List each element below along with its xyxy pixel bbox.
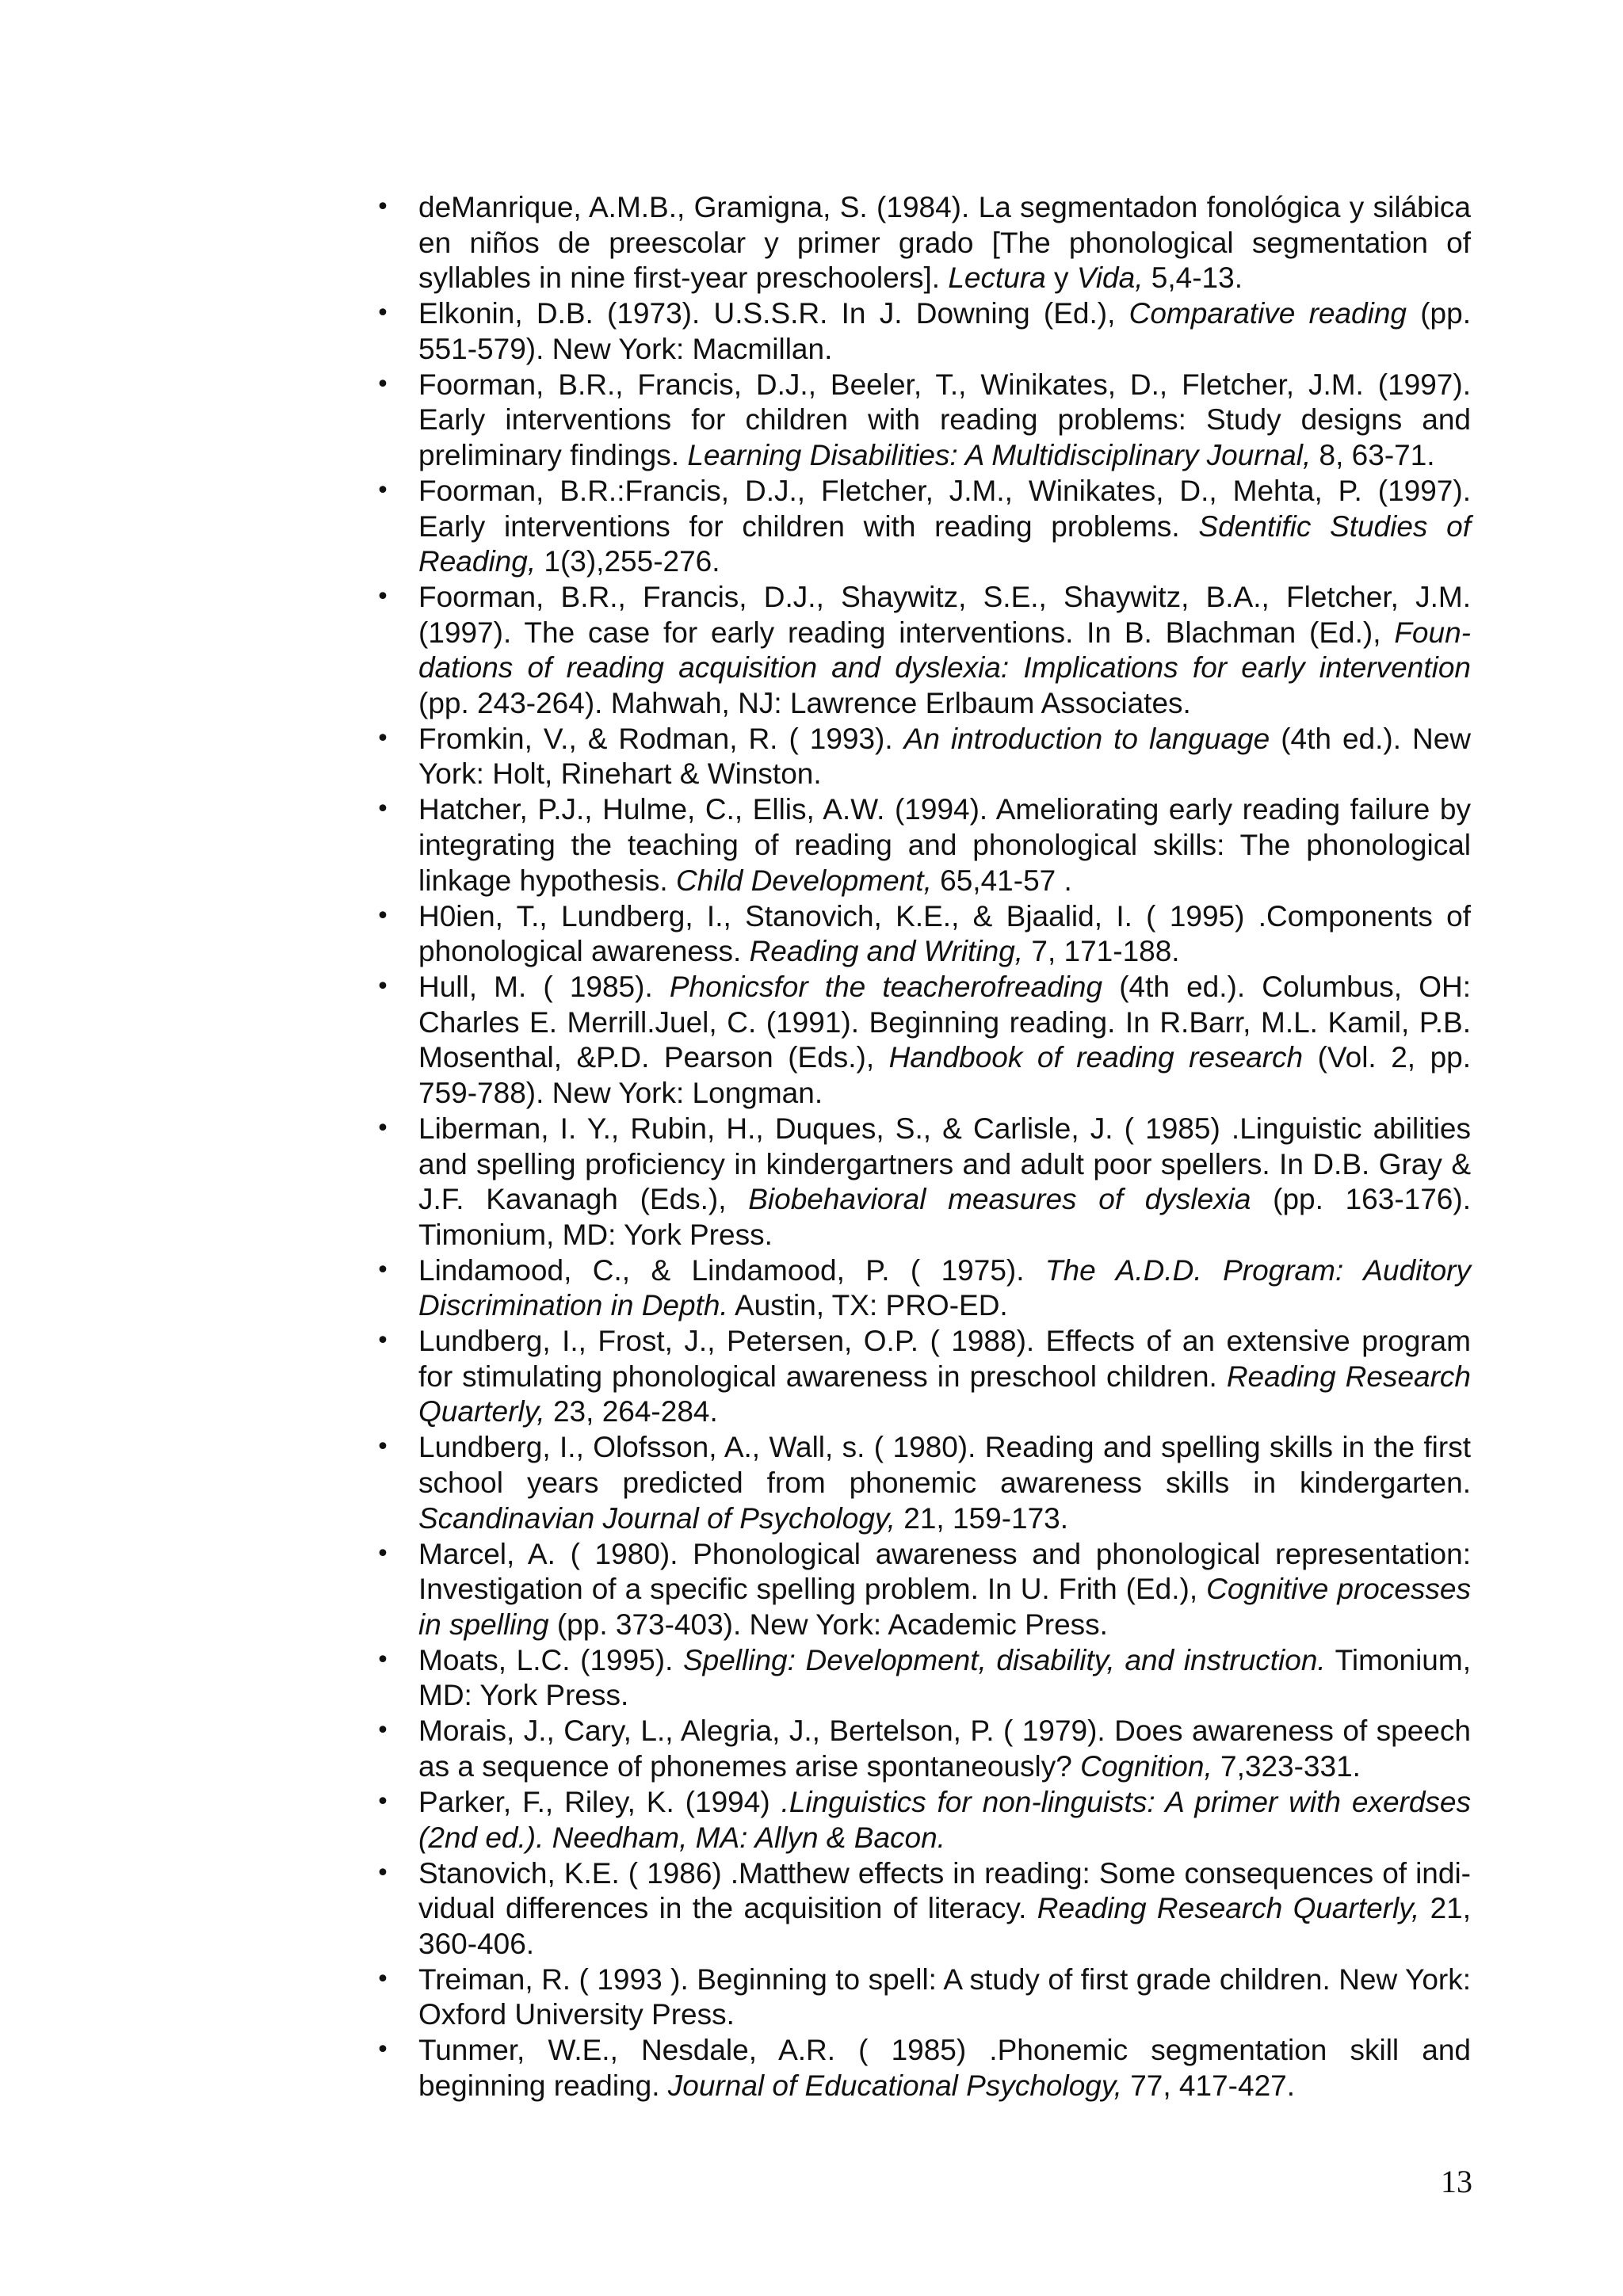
bullet-icon: • [376,476,390,505]
reference-text [418,1325,1471,1428]
reference-segment: Marcel, A. ( 1980). Phonological awareness and phonological representation: Investigation of a specific spelling problem. In U. Frith (Ed.), [418,1537,1471,1606]
bullet-icon: • [376,1787,390,1816]
reference-text [418,368,1471,471]
bullet-icon: • [376,1256,390,1284]
reference-text [418,1714,1471,1783]
bullet-icon: • [376,1433,390,1462]
bullet-icon: • [376,1539,390,1568]
reference-text [418,1431,1471,1534]
reference-segment: Fromkin, V., & Rodman, R. ( 1993). [418,722,904,755]
reference-source-title: Vida, [1076,261,1144,295]
reference-source-title: Journal of Educational Psychology, [667,2069,1122,2102]
bullet-icon: • [376,1859,390,1887]
reference-segment: Morais, J., Cary, L., Alegria, J., Bertelson, P. ( 1979). Does awareness of speech as a sequence of phonemes arise spontaneously? [418,1714,1471,1783]
reference-source-title: Learning Disabilities: A Multidisciplinary Journal, [687,438,1312,471]
bullet-icon: • [376,1114,390,1142]
reference-item [371,368,1471,474]
reference-segment: Lundberg, I., Frost, J., Petersen, O.P. ( 1988). Effects of an extensive program for stimulating phonological awareness in preschool children. [418,1325,1471,1393]
reference-text [418,1644,1471,1712]
reference-segment: Liberman, I. Y., Rubin, H., Duques, S., & Carlisle, J. ( 1985) .Linguistic abilities and spelling proficiency in kindergartners and adult poor spellers. In D.B. Gray & J.F. Kavanagh (Eds.), [418,1112,1471,1216]
reference-text [418,297,1471,365]
reference-item [371,1537,1471,1643]
reference-source-title: Sdentific Studies of Reading, [418,509,1471,578]
reference-text [418,475,1471,578]
reference-segment: (4th ed.). New York: Holt, Rinehart & Winston. [418,722,1471,791]
reference-segment: (pp. 373-403). New York: Academic Press. [548,1608,1108,1641]
reference-segment: 77, 417-427. [1121,2069,1295,2102]
bullet-icon: • [376,724,390,753]
reference-segment: Treiman, R. ( 1993 ). Beginning to spell: A study of first grade children. New York: Oxford University Press. [418,1962,1471,2031]
reference-item [371,1112,1471,1253]
bullet-icon: • [376,583,390,612]
bullet-icon: • [376,299,390,328]
reference-segment: Hatcher, P.J., Hulme, C., Ellis, A.W. (1994). Ameliorating early reading failure by integrating the teaching of reading and phonological skills: The phonological linkage hypothesis. [418,793,1471,897]
reference-segment: Moats, L.C. (1995). [418,1643,683,1676]
reference-source-title: Lectura [948,261,1046,295]
reference-source-title: Foundations of reading acquisition and dyslexia: Implications for early intervention [418,616,1471,685]
reference-item [371,1643,1471,1714]
reference-source-title: Handbook of reading research [888,1041,1304,1074]
reference-source-title: .Linguistics for non-linguists: A primer with exerdses (2nd ed.). Needham, MA: Allyn & Bacon. [418,1785,1471,1854]
reference-text [418,191,1471,294]
reference-source-title: Reading Research Quarterly, [418,1360,1471,1428]
reference-text [418,1112,1471,1251]
reference-segment: (4th ed.). Columbus, OH: Charles E. Merrill.Juel, C. (1991). Beginning reading. In R.Barr, M.L. Kamil, P.B. Mosenthal, &P.D. Pearson (Eds.), [418,971,1471,1074]
reference-segment: 65,41-57 . [931,864,1072,897]
reference-item [371,1714,1471,1784]
reference-segment: (pp. 551-579). New York: Macmillan. [418,297,1471,365]
reference-source-title: Child Development, [675,864,932,897]
reference-item [371,1253,1471,1324]
reference-text [418,1538,1471,1641]
reference-source-title: Reading Research Quarterly, [1037,1892,1420,1925]
bullet-icon: • [376,1327,390,1356]
reference-item [371,722,1471,792]
reference-segment: Foorman, B.R.:Francis, D.J., Fletcher, J.M., Winikates, D., Mehta, P. (1997). Early interventions for children with reading problems. [418,474,1471,543]
reference-item [371,899,1471,970]
reference-segment: Timonium, MD: York Press. [418,1643,1471,1712]
reference-list [371,190,1471,2104]
reference-segment: 21, 360-406. [418,1892,1472,1960]
reference-segment: Lindamood, C., & Lindamood, P. ( 1975). [418,1253,1045,1287]
reference-segment: 8, 63-71. [1311,438,1435,471]
reference-item [371,2033,1471,2103]
reference-text [418,971,1471,1109]
reference-source-title: Cognitive processes in spelling [418,1573,1471,1641]
reference-source-title: Biobehavioral measures of dyslexia [748,1183,1251,1216]
reference-segment: 7, 171-188. [1023,935,1180,968]
reference-segment: (Vol. 2, pp. 759-788). New York: Longman. [418,1041,1472,1109]
bullet-icon: • [376,902,390,930]
reference-text [418,1857,1471,1960]
reference-segment: Foorman, B.R., Francis, D.J., Shaywitz, S.E., Shaywitz, B.A., Fletcher, J.M. (1997). The case for early reading interventions. In B. Blachman (Ed.), [418,581,1471,649]
reference-text [418,2034,1471,2102]
reference-segment: 23, 264-284. [544,1395,718,1428]
reference-item [371,1856,1471,1962]
reference-item [371,1962,1471,2033]
reference-segment: 1(3),255-276. [536,545,720,578]
reference-segment: H0ien, T., Lundberg, I., Stanovich, K.E., & Bjaalid, I. ( 1995) .Components of phonological awareness. [418,899,1471,968]
reference-source-title: Scandinavian Journal of Psychology, [418,1501,896,1535]
reference-segment: 7,323-331. [1212,1749,1361,1783]
reference-item [371,792,1471,898]
reference-source-title: Phonicsfor the teacherofreading [669,971,1103,1004]
bullet-icon: • [376,1646,390,1674]
reference-source-title: Comparative reading [1128,297,1407,330]
reference-segment: Hull, M. ( 1985). [418,971,670,1004]
reference-segment: Foorman, B.R., Francis, D.J., Beeler, T., Winikates, D., Fletcher, J.M. (1997). Early interventions for children with reading problems: Study designs and preliminary findings. [418,368,1471,471]
reference-segment: 5,4-13. [1143,261,1243,295]
reference-segment: (pp. 163-176). Timonium, MD: York Press. [418,1183,1471,1251]
reference-segment: Parker, F., Riley, K. (1994) [418,1785,781,1818]
reference-segment: Tunmer, W.E., Nesdale, A.R. ( 1985) .Phonemic segmentation skill and beginning reading. [418,2034,1471,2102]
reference-text [418,581,1471,719]
reference-text [418,723,1471,791]
reference-text [418,1963,1471,2031]
bullet-icon: • [376,795,390,824]
reference-source-title: An introduction to language [903,722,1270,755]
reference-text [418,793,1471,896]
reference-text [418,1786,1471,1854]
bullet-icon: • [376,2036,390,2065]
reference-item [371,970,1471,1111]
reference-item [371,1324,1471,1430]
reference-segment: Elkonin, D.B. (1973). U.S.S.R. In J. Downing (Ed.), [418,297,1129,330]
reference-text [418,900,1471,968]
reference-item [371,296,1471,367]
reference-source-title: Cognition, [1080,1749,1212,1783]
reference-source-title: The A.D.D. Program: Auditory Discrimination in Depth. [418,1253,1471,1322]
reference-text [418,1254,1471,1322]
reference-segment: Lundberg, I., Olofsson, A., Wall, s. ( 1980). Reading and spelling skills in the first school years predicted from phonemic awareness skills in kindergarten. [418,1431,1471,1500]
reference-segment: y [1045,261,1077,295]
reference-source-title: Reading and Writing, [749,935,1024,968]
reference-item [371,190,1471,296]
reference-item [371,580,1471,721]
reference-segment: Stanovich, K.E. ( 1986) .Matthew effects in reading: Some consequences of indi- vidual differences in the acquisition of literacy. [418,1856,1471,1925]
bullet-icon: • [376,1717,390,1745]
reference-item [371,1430,1471,1536]
reference-source-title: Spelling: Development, disability, and instruction. [682,1643,1326,1676]
reference-segment: 21, 159-173. [895,1501,1069,1535]
bullet-icon: • [376,193,390,221]
bullet-icon: • [376,370,390,399]
reference-item [371,474,1471,580]
reference-item [371,1785,1471,1855]
bullet-icon: • [376,973,390,1001]
reference-segment: deManrique, A.M.B., Gramigna, S. (1984). La segmentadon fonológica y silábica en niños de preescolar y primer grado [The phonological segmentation of syllables in nine first-year preschoolers]. [418,191,1471,295]
bullet-icon: • [376,1965,390,1993]
reference-segment: Austin, TX: PRO-ED. [727,1289,1008,1322]
page-number: 13 [1441,2164,1472,2199]
reference-segment: (pp. 243-264). Mahwah, NJ: Lawrence Erlbaum Associates. [418,686,1191,719]
